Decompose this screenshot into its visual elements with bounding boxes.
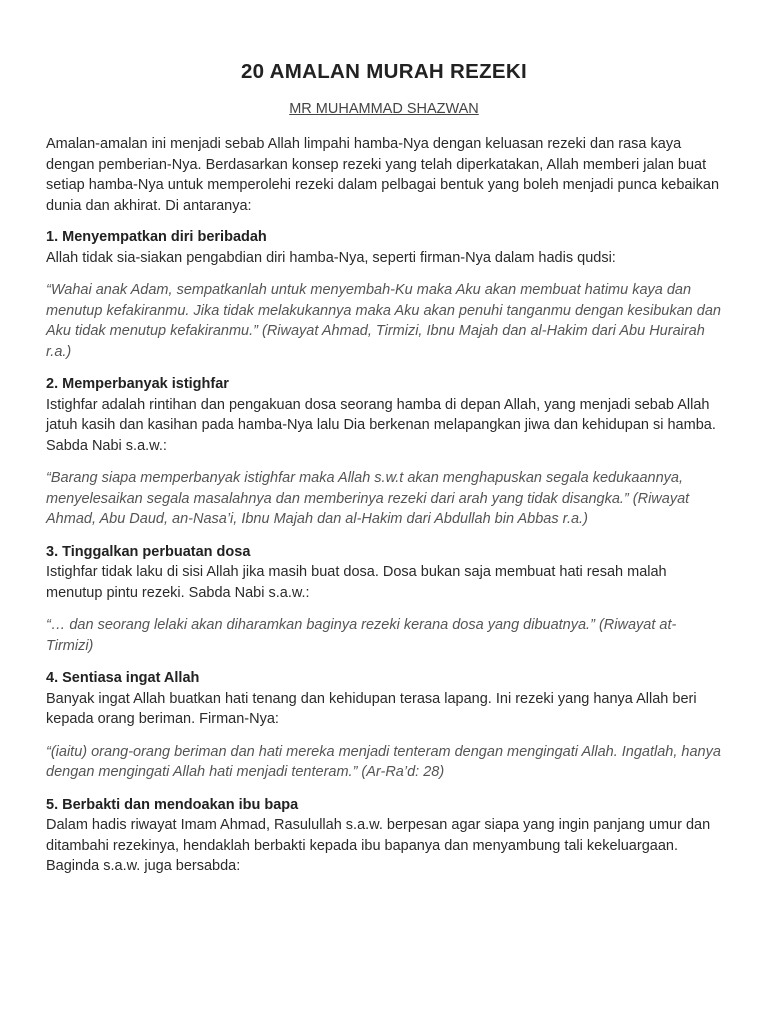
section-heading: 2. Memperbanyak istighfar [46, 376, 229, 392]
section-quote: “… dan seorang lelaki akan diharamkan baginya rezeki kerana dosa yang dibuatnya.” (Riwayat at-Tirmizi) [46, 617, 677, 654]
section-body: Banyak ingat Allah buatkan hati tenang dan kehidupan terasa lapang. Ini rezeki yang hanya Allah beri kepada orang beriman. Firman-Nya: [46, 690, 697, 727]
section-3 [46, 542, 722, 657]
section-body: Istighfar tidak laku di sisi Allah jika masih buat dosa. Dosa bukan saja membuat hati resah malah menutup pintu rezeki. Sabda Nabi s.a.w.: [46, 564, 667, 601]
document-title: 20 AMALAN MURAH REZEKI [240, 60, 527, 83]
intro-paragraph: Amalan-amalan ini menjadi sebab Allah limpahi hamba-Nya dengan keluasan rezeki dan rasa kaya dengan pemberian-Nya. Berdasarkan konsep rezeki yang telah diperkatakan, Allah memberi jalan buat setiap hamba-Nya untuk memperolehi rezeki dalam pelbagai bentuk yang boleh menjadi punca kebaikan dunia dan akhirat. Di antaranya: [46, 136, 720, 214]
section-5 [46, 795, 722, 877]
section-quote: “(iaitu) orang-orang beriman dan hati mereka menjadi tenteram dengan mengingati Allah. Ingatlah, hanya dengan mengingati Allah hati menjadi tenteram.” (Ar-Ra’d: 28) [46, 743, 721, 780]
section-quote: “Barang siapa memperbanyak istighfar maka Allah s.w.t akan menghapuskan segala kedukaannya, menyelesaikan segala masalahnya dan memberinya rezeki dari arah yang tidak disangka.” (Riwayat Ahmad, Abu Daud, an-Nasa’i, Ibnu Majah dan al-Hakim dari Abdullah bin Abbas r.a.) [46, 470, 690, 527]
section-heading: 4. Sentiasa ingat Allah [46, 670, 200, 686]
section-heading: 3. Tinggalkan perbuatan dosa [46, 543, 251, 560]
section-4 [46, 668, 722, 783]
section-2 [46, 374, 722, 530]
section-quote: “Wahai anak Adam, sempatkanlah untuk menyembah-Ku maka Aku akan membuat hatimu kaya dan menutup kefakiranmu. Jika tidak melakukannya maka Aku akan penuhi tanganmu dengan kesibukan dan Aku tidak menutup kefakiranmu.” (Riwayat Ahmad, Tirmizi, Ibnu Majah dan al-Hakim dari Abu Hurairah r.a.) [46, 282, 721, 360]
section-body: Istighfar adalah rintihan dan pengakuan dosa seorang hamba di depan Allah, yang menjadi sebab Allah jatuh kasih dan kasihan pada hamba-Nya lalu Dia berkenan melapangkan jiwa dan kehidupan si hamba. Sabda Nabi s.a.w.: [46, 396, 716, 454]
document-author: MR MUHAMMAD SHAZWAN [289, 101, 479, 117]
section-body: Allah tidak sia-siakan pengabdian diri hamba-Nya, seperti firman-Nya dalam hadis qudsi: [46, 249, 616, 266]
section-heading: 5. Berbakti dan mendoakan ibu bapa [46, 796, 299, 813]
section-body: Dalam hadis riwayat Imam Ahmad, Rasulullah s.a.w. berpesan agar siapa yang ingin panjang umur dan ditambahi rezekinya, hendaklah berbakti kepada ibu bapanya dan menyambung tali kekeluargaan. Baginda s.a.w. juga bersabda: [46, 817, 711, 874]
section-heading: 1. Menyempatkan diri beribadah [46, 229, 267, 245]
section-1 [46, 227, 722, 362]
